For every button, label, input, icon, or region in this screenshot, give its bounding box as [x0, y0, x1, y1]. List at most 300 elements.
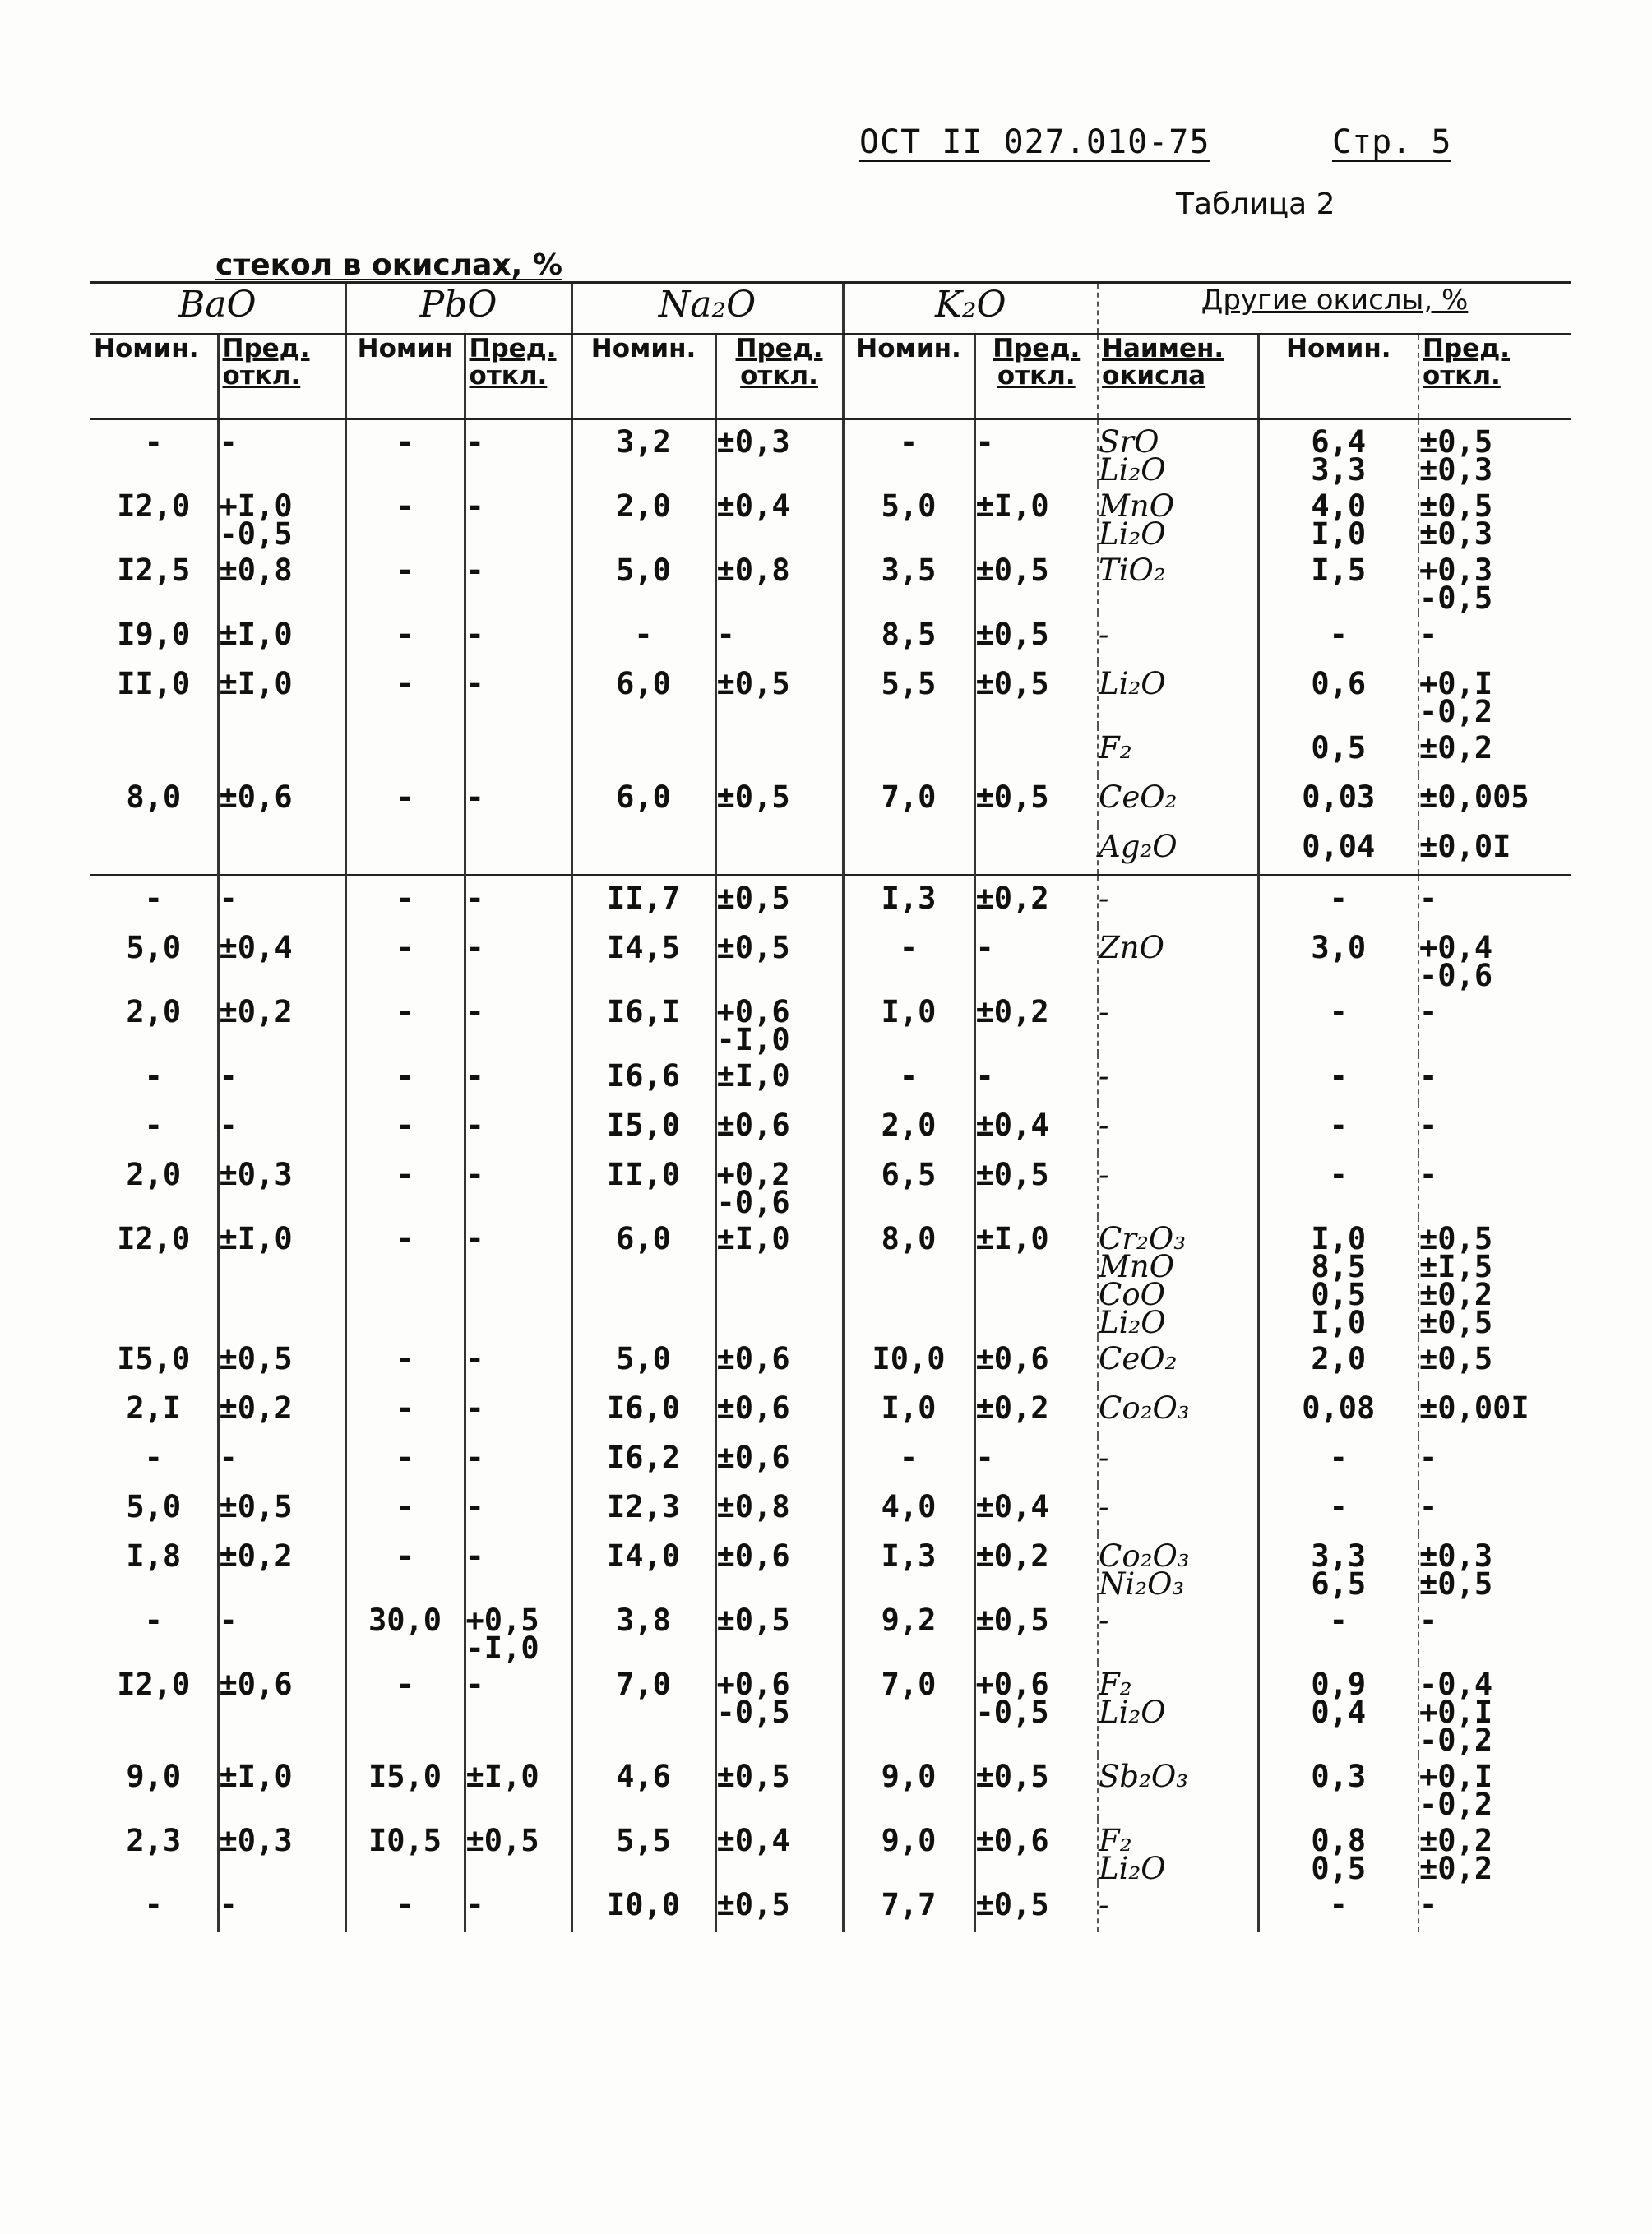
cell-pbo-dev: - [465, 1103, 571, 1153]
cell-k2o-dev [974, 825, 1098, 876]
cell-bao-nomin: 2,I [126, 1390, 182, 1426]
table-row [90, 484, 1571, 548]
table-row [90, 1054, 1571, 1103]
cell-pbo-dev: - [465, 419, 571, 485]
cell-pbo-dev: - [465, 876, 571, 927]
table-row [90, 1436, 1571, 1485]
oxide-composition-table [90, 281, 1571, 1932]
table-row [90, 1217, 1571, 1337]
cell-bao-dev: ±0,5 [218, 1485, 345, 1534]
cell-pbo-dev: ±0,5 [465, 1819, 571, 1883]
col-bao-nomin: Номин. [90, 335, 218, 419]
cell-bao-dev: ±0,5 [218, 1337, 345, 1386]
cell-other-dev: ±0,00I [1418, 1386, 1571, 1436]
cell-k2o-dev: ±0,5 [974, 662, 1098, 726]
cell-other-dev: ±0,2 ±0,2 [1418, 1819, 1571, 1883]
cell-other-nomin: 0,9 0,4 [1258, 1663, 1418, 1755]
cell-other-dev: - [1418, 613, 1571, 662]
cell-other-nomin: - [1258, 1883, 1418, 1932]
cell-pbo-dev: - [465, 1217, 571, 1337]
cell-k2o-nomin: 7,0 [843, 775, 974, 825]
cell-oxide-name: F₂ [1098, 726, 1258, 775]
cell-bao-nomin: 2,0 [126, 994, 182, 1029]
cell-pbo-dev: - [465, 613, 571, 662]
cell-other-dev: - [1418, 1153, 1571, 1217]
cell-na2o-nomin: 4,6 [571, 1755, 715, 1819]
cell-oxide-name: Sb₂O₃ [1098, 1755, 1258, 1819]
cell-bao-nomin: - [144, 1440, 163, 1475]
cell-na2o-nomin: 3,8 [571, 1598, 715, 1663]
cell-na2o-dev: ±0,8 [715, 548, 843, 613]
cell-pbo-nomin: I5,0 [345, 1755, 465, 1819]
cell-other-dev: - [1418, 1436, 1571, 1485]
cell-other-nomin: 0,8 0,5 [1258, 1819, 1418, 1883]
cell-other-dev: ±0,0I [1418, 825, 1571, 876]
cell-other-nomin: I,0 8,5 0,5 I,0 [1258, 1217, 1418, 1337]
cell-other-nomin: - [1258, 1485, 1418, 1534]
cell-pbo-dev: - [465, 1054, 571, 1103]
cell-bao-nomin: I2,5 [117, 553, 191, 588]
cell-na2o-dev: ±0,4 [715, 1819, 843, 1883]
cell-oxide-name: - [1098, 1598, 1258, 1663]
document-code: ОСТ II 027.010-75 [859, 123, 1210, 161]
cell-pbo-dev: - [465, 926, 571, 990]
col-na2o-nomin: Номин. [571, 335, 715, 419]
cell-other-dev: - [1418, 876, 1571, 927]
group-pbo: PbO [345, 283, 571, 335]
cell-other-dev: - [1418, 1485, 1571, 1534]
cell-bao-nomin: 2,0 [126, 1157, 182, 1192]
cell-bao-dev: ±I,0 [218, 613, 345, 662]
cell-pbo-dev: +0,5 -I,0 [465, 1598, 571, 1663]
cell-na2o-nomin: I4,0 [571, 1534, 715, 1598]
col-pbo-nomin: Номин [345, 335, 465, 419]
cell-bao-dev: ±I,0 [218, 662, 345, 726]
cell-k2o-nomin: 4,0 [843, 1485, 974, 1534]
cell-k2o-nomin: I0,0 [843, 1337, 974, 1386]
cell-k2o-dev: ±0,5 [974, 775, 1098, 825]
page-number: Стр. 5 [1332, 123, 1451, 161]
cell-k2o-nomin: 8,5 [843, 613, 974, 662]
col-bao-dev: Пред. откл. [218, 335, 345, 419]
cell-k2o-nomin: - [843, 1436, 974, 1485]
cell-other-nomin: 3,0 [1258, 926, 1418, 990]
cell-pbo-nomin: - [345, 876, 465, 927]
cell-oxide-name: Co₂O₃ Ni₂O₃ [1098, 1534, 1258, 1598]
cell-oxide-name: - [1098, 1485, 1258, 1534]
cell-k2o-nomin [843, 726, 974, 775]
table-row [90, 1103, 1571, 1153]
table-row [90, 548, 1571, 613]
cell-other-nomin: I,5 [1258, 548, 1418, 613]
cell-bao-nomin: I,8 [126, 1538, 182, 1574]
cell-bao-nomin: - [144, 1108, 163, 1143]
col-k2o-dev: Пред. откл. [974, 335, 1098, 419]
cell-k2o-nomin: - [843, 419, 974, 485]
cell-pbo-nomin: - [345, 419, 465, 485]
cell-oxide-name: Li₂O [1098, 662, 1258, 726]
cell-na2o-nomin: - [571, 613, 715, 662]
cell-pbo-dev: - [465, 548, 571, 613]
cell-bao-dev: ±0,6 [218, 775, 345, 825]
cell-k2o-nomin: 9,2 [843, 1598, 974, 1663]
cell-k2o-dev: ±0,5 [974, 1598, 1098, 1663]
cell-k2o-nomin: I,0 [843, 990, 974, 1054]
cell-oxide-name: F₂ Li₂O [1098, 1819, 1258, 1883]
cell-na2o-dev: ±0,3 [715, 419, 843, 485]
cell-na2o-nomin: 2,0 [571, 484, 715, 548]
cell-pbo-nomin: - [345, 548, 465, 613]
subheader-row [90, 335, 1571, 419]
cell-other-dev: - [1418, 1103, 1571, 1153]
cell-k2o-nomin: 3,5 [843, 548, 974, 613]
cell-oxide-name: - [1098, 1436, 1258, 1485]
cell-na2o-nomin: I4,5 [571, 926, 715, 990]
cell-k2o-nomin: 9,0 [843, 1755, 974, 1819]
table-row [90, 1755, 1571, 1819]
cell-bao-nomin: 5,0 [126, 1489, 182, 1524]
cell-na2o-dev: ±I,0 [715, 1054, 843, 1103]
cell-k2o-dev: - [974, 1054, 1098, 1103]
cell-na2o-nomin [571, 726, 715, 775]
cell-bao-nomin: - [144, 424, 163, 460]
cell-bao-nomin: - [90, 876, 218, 927]
cell-pbo-nomin: - [345, 1337, 465, 1386]
cell-oxide-name: MnO Li₂O [1098, 484, 1258, 548]
cell-na2o-dev: ±0,6 [715, 1103, 843, 1153]
cell-oxide-name: - [1098, 990, 1258, 1054]
cell-na2o-nomin: I6,6 [571, 1054, 715, 1103]
cell-na2o-nomin: I6,I [571, 990, 715, 1054]
cell-na2o-dev: ±0,5 [715, 775, 843, 825]
cell-bao-dev: - [218, 1054, 345, 1103]
cell-k2o-dev: - [974, 1436, 1098, 1485]
cell-k2o-dev: ±I,0 [974, 484, 1098, 548]
cell-other-dev: +0,3 -0,5 [1418, 548, 1571, 613]
cell-other-nomin: - [1258, 990, 1418, 1054]
cell-pbo-nomin: - [345, 1217, 465, 1337]
cell-k2o-nomin: 9,0 [843, 1819, 974, 1883]
cell-k2o-dev: ±0,6 [974, 1337, 1098, 1386]
cell-na2o-dev: ±0,8 [715, 1485, 843, 1534]
cell-na2o-nomin [571, 825, 715, 876]
table-row [90, 613, 1571, 662]
cell-oxide-name: F₂ Li₂O [1098, 1663, 1258, 1755]
cell-oxide-name: - [1098, 1103, 1258, 1153]
table-row [90, 775, 1571, 825]
cell-pbo-dev: - [465, 662, 571, 726]
table-row [90, 1598, 1571, 1663]
cell-other-nomin: 0,03 [1258, 775, 1418, 825]
cell-k2o-nomin [843, 825, 974, 876]
cell-other-nomin: - [1258, 1054, 1418, 1103]
cell-pbo-nomin: - [345, 1663, 465, 1755]
cell-other-nomin: - [1258, 876, 1418, 927]
cell-na2o-dev: ±0,6 [715, 1436, 843, 1485]
cell-bao-dev: ±0,3 [218, 1819, 345, 1883]
cell-bao-dev: ±0,6 [218, 1663, 345, 1755]
cell-k2o-dev: ±0,6 [974, 1819, 1098, 1883]
cell-bao-nomin: 9,0 [126, 1759, 182, 1794]
cell-na2o-dev: ±I,0 [715, 1217, 843, 1337]
cell-k2o-dev: - [974, 419, 1098, 485]
cell-other-nomin: - [1258, 1103, 1418, 1153]
cell-na2o-dev [715, 825, 843, 876]
table-row [90, 1883, 1571, 1932]
cell-other-nomin: - [1258, 1436, 1418, 1485]
group-na2o: Na₂O [571, 283, 843, 335]
cell-k2o-nomin: I,0 [843, 1386, 974, 1436]
cell-oxide-name: - [1098, 876, 1258, 927]
cell-other-dev: ±0,5 ±0,3 [1418, 484, 1571, 548]
cell-pbo-nomin: - [345, 484, 465, 548]
cell-bao-nomin [90, 726, 218, 775]
cell-oxide-name: - [1098, 613, 1258, 662]
cell-k2o-dev: ±0,5 [974, 1755, 1098, 1819]
cell-oxide-name: - [1098, 1883, 1258, 1932]
cell-k2o-nomin: 2,0 [843, 1103, 974, 1153]
cell-na2o-dev: ±0,6 [715, 1386, 843, 1436]
cell-bao-dev: ±0,2 [218, 990, 345, 1054]
cell-other-nomin: 2,0 [1258, 1337, 1418, 1386]
cell-k2o-dev: ±0,2 [974, 1386, 1098, 1436]
group-bao: BaO [90, 283, 345, 335]
cell-oxide-name: - [1098, 1153, 1258, 1217]
cell-other-dev: - [1418, 1883, 1571, 1932]
cell-k2o-dev: ±0,4 [974, 1485, 1098, 1534]
cell-bao-dev: - [218, 1883, 345, 1932]
cell-na2o-nomin: I5,0 [571, 1103, 715, 1153]
cell-bao-nomin [90, 825, 218, 876]
cell-other-nomin: 0,08 [1258, 1386, 1418, 1436]
table-row [90, 419, 1571, 485]
cell-bao-nomin: I5,0 [117, 1341, 191, 1376]
cell-k2o-dev: ±0,4 [974, 1103, 1098, 1153]
cell-other-nomin: - [1258, 613, 1418, 662]
cell-other-dev: - [1418, 1054, 1571, 1103]
col-na2o-dev: Пред. откл. [715, 335, 843, 419]
cell-na2o-dev: +0,6 -0,5 [715, 1663, 843, 1755]
cell-na2o-dev: ±0,5 [715, 876, 843, 927]
cell-other-nomin: 0,3 [1258, 1755, 1418, 1819]
cell-na2o-dev: +0,2 -0,6 [715, 1153, 843, 1217]
cell-bao-dev [218, 825, 345, 876]
cell-bao-nomin: 2,3 [126, 1823, 182, 1858]
cell-other-dev: ±0,5 ±0,3 [1418, 419, 1571, 485]
table-row [90, 1663, 1571, 1755]
cell-other-dev: +0,I -0,2 [1418, 662, 1571, 726]
cell-other-nomin: 0,6 [1258, 662, 1418, 726]
table-row [90, 1819, 1571, 1883]
cell-bao-dev: - [218, 1598, 345, 1663]
cell-pbo-dev [465, 726, 571, 775]
cell-pbo-nomin: - [345, 1153, 465, 1217]
cell-na2o-nomin: 6,0 [571, 775, 715, 825]
cell-k2o-nomin: 5,0 [843, 484, 974, 548]
cell-bao-nomin: - [144, 1603, 163, 1638]
cell-na2o-dev: ±0,6 [715, 1534, 843, 1598]
group-k2o: K₂O [843, 283, 1098, 335]
cell-oxide-name: CeO₂ [1098, 1337, 1258, 1386]
cell-k2o-nomin: 7,7 [843, 1883, 974, 1932]
table-row [90, 662, 1571, 726]
cell-other-dev: - [1418, 1598, 1571, 1663]
cell-other-dev: - [1418, 990, 1571, 1054]
cell-pbo-nomin: - [345, 662, 465, 726]
cell-bao-dev: ±I,0 [218, 1217, 345, 1337]
cell-pbo-dev: - [465, 484, 571, 548]
cell-other-dev: +0,4 -0,6 [1418, 926, 1571, 990]
table-row [90, 990, 1571, 1054]
cell-k2o-dev: ±0,5 [974, 548, 1098, 613]
cell-bao-dev: ±0,8 [218, 548, 345, 613]
cell-bao-dev: ±I,0 [218, 1755, 345, 1819]
cell-other-nomin: 6,4 3,3 [1258, 419, 1418, 485]
cell-k2o-dev: ±0,5 [974, 1153, 1098, 1217]
cell-oxide-name: Co₂O₃ [1098, 1386, 1258, 1436]
cell-k2o-dev: ±0,5 [974, 613, 1098, 662]
cell-na2o-dev: ±0,5 [715, 1883, 843, 1932]
cell-bao-dev: ±0,4 [218, 926, 345, 990]
cell-na2o-nomin: I0,0 [571, 1883, 715, 1932]
cell-k2o-dev: - [974, 926, 1098, 990]
cell-pbo-dev: - [465, 775, 571, 825]
cell-other-nomin: - [1258, 1153, 1418, 1217]
cell-pbo-dev: - [465, 1337, 571, 1386]
cell-pbo-dev: - [465, 1153, 571, 1217]
cell-na2o-dev: ±0,5 [715, 1755, 843, 1819]
cell-na2o-dev: ±0,5 [715, 1598, 843, 1663]
cell-other-dev: ±0,3 ±0,5 [1418, 1534, 1571, 1598]
cell-na2o-nomin: 7,0 [571, 1663, 715, 1755]
cell-oxide-name: - [1098, 1054, 1258, 1103]
cell-pbo-dev: - [465, 990, 571, 1054]
cell-na2o-nomin: I6,2 [571, 1436, 715, 1485]
cell-k2o-nomin: 6,5 [843, 1153, 974, 1217]
cell-k2o-dev: ±0,2 [974, 1534, 1098, 1598]
cell-oxide-name: Cr₂O₃ MnO CoO Li₂O [1098, 1217, 1258, 1337]
cell-na2o-nomin: II,7 [571, 876, 715, 927]
cell-bao-dev: ±0,2 [218, 1534, 345, 1598]
cell-oxide-name: ZnO [1098, 926, 1258, 990]
cell-na2o-nomin: 5,5 [571, 1819, 715, 1883]
cell-bao-nomin: - [144, 1887, 163, 1922]
cell-pbo-nomin: - [345, 1054, 465, 1103]
cell-na2o-nomin: 5,0 [571, 548, 715, 613]
cell-pbo-nomin: 30,0 [345, 1598, 465, 1663]
cell-na2o-dev: ±0,5 [715, 926, 843, 990]
cell-pbo-dev: - [465, 1663, 571, 1755]
cell-other-dev: ±0,2 [1418, 726, 1571, 775]
cell-pbo-nomin: I0,5 [345, 1819, 465, 1883]
cell-other-dev: ±0,5 ±I,5 ±0,2 ±0,5 [1418, 1217, 1571, 1337]
table-caption: стекол в окислах, % [215, 248, 562, 282]
table-row [90, 1153, 1571, 1217]
cell-pbo-nomin: - [345, 775, 465, 825]
cell-pbo-dev: - [465, 1436, 571, 1485]
cell-pbo-nomin [345, 825, 465, 876]
cell-k2o-nomin: I,3 [843, 1534, 974, 1598]
col-pbo-dev: Пред. откл. [465, 335, 571, 419]
cell-pbo-nomin: - [345, 1534, 465, 1598]
cell-pbo-dev: - [465, 1386, 571, 1436]
cell-na2o-dev: ±0,4 [715, 484, 843, 548]
cell-other-nomin: - [1258, 1598, 1418, 1663]
cell-pbo-nomin [345, 726, 465, 775]
cell-bao-nomin: I2,0 [117, 1667, 191, 1702]
table-row [90, 876, 1571, 927]
cell-bao-dev: - [218, 1436, 345, 1485]
cell-pbo-dev: - [465, 1534, 571, 1598]
table-label: Таблица 2 [1176, 187, 1335, 221]
cell-bao-nomin: I2,0 [117, 1221, 191, 1256]
cell-k2o-dev: ±0,5 [974, 1883, 1098, 1932]
cell-na2o-nomin: 6,0 [571, 1217, 715, 1337]
cell-bao-nomin: - [144, 1058, 163, 1094]
cell-na2o-nomin: 6,0 [571, 662, 715, 726]
cell-k2o-dev: +0,6 -0,5 [974, 1663, 1098, 1755]
table-row [90, 1386, 1571, 1436]
cell-na2o-dev [715, 726, 843, 775]
cell-pbo-nomin: - [345, 613, 465, 662]
cell-other-dev: ±0,005 [1418, 775, 1571, 825]
cell-k2o-nomin: - [843, 926, 974, 990]
cell-bao-dev: ±0,2 [218, 1386, 345, 1436]
cell-k2o-nomin: 7,0 [843, 1663, 974, 1755]
cell-bao-dev: +I,0 -0,5 [218, 484, 345, 548]
cell-k2o-dev: ±I,0 [974, 1217, 1098, 1337]
cell-na2o-nomin: 3,2 [571, 419, 715, 485]
cell-bao-dev [218, 726, 345, 775]
table-row [90, 825, 1571, 876]
table-row [90, 1337, 1571, 1386]
cell-pbo-nomin: - [345, 926, 465, 990]
group-other-oxides: Другие окислы, % [1098, 283, 1571, 335]
cell-pbo-dev: - [465, 1883, 571, 1932]
cell-oxide-name: CeO₂ [1098, 775, 1258, 825]
table-row [90, 726, 1571, 775]
cell-bao-dev: - [218, 419, 345, 485]
cell-pbo-nomin: - [345, 1386, 465, 1436]
cell-bao-nomin: I9,0 [117, 617, 191, 652]
cell-other-nomin: 0,04 [1258, 825, 1418, 876]
cell-k2o-dev: ±0,2 [974, 990, 1098, 1054]
cell-na2o-dev: ±0,6 [715, 1337, 843, 1386]
cell-na2o-dev: +0,6 -I,0 [715, 990, 843, 1054]
cell-na2o-nomin: II,0 [571, 1153, 715, 1217]
cell-other-nomin: 0,5 [1258, 726, 1418, 775]
cell-other-nomin: 4,0 I,0 [1258, 484, 1418, 548]
cell-pbo-nomin: - [345, 990, 465, 1054]
cell-pbo-nomin: - [345, 1103, 465, 1153]
cell-bao-nomin: I2,0 [117, 488, 191, 524]
group-header-row [90, 283, 1571, 335]
cell-pbo-nomin: - [345, 1436, 465, 1485]
cell-pbo-dev [465, 825, 571, 876]
cell-oxide-name: Ag₂O [1098, 825, 1258, 876]
cell-bao-nomin: 5,0 [126, 930, 182, 965]
cell-bao-dev: - [218, 1103, 345, 1153]
cell-pbo-nomin: - [345, 1883, 465, 1932]
cell-na2o-nomin: 5,0 [571, 1337, 715, 1386]
table-row [90, 926, 1571, 990]
cell-na2o-nomin: I2,3 [571, 1485, 715, 1534]
cell-other-dev: -0,4 +0,I -0,2 [1418, 1663, 1571, 1755]
cell-pbo-dev: ±I,0 [465, 1755, 571, 1819]
table-row [90, 1534, 1571, 1598]
cell-other-dev: ±0,5 [1418, 1337, 1571, 1386]
col-other-nomin: Номин. [1258, 335, 1418, 419]
